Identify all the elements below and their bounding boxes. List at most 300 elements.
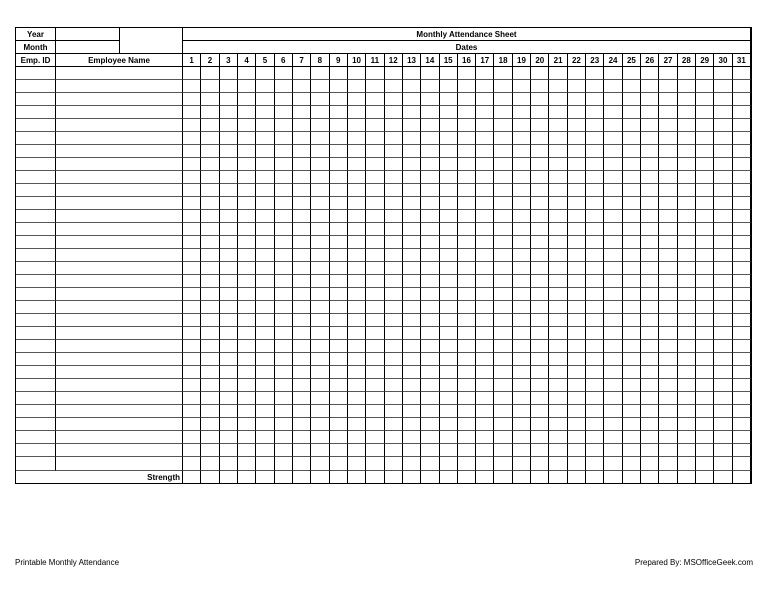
attendance-cell[interactable]	[623, 444, 641, 457]
attendance-cell[interactable]	[220, 93, 238, 106]
strength-cell[interactable]	[440, 471, 458, 484]
attendance-cell[interactable]	[604, 340, 622, 353]
attendance-cell[interactable]	[714, 457, 732, 471]
attendance-cell[interactable]	[330, 366, 348, 379]
attendance-cell[interactable]	[403, 444, 421, 457]
attendance-cell[interactable]	[256, 366, 274, 379]
attendance-cell[interactable]	[623, 106, 641, 119]
strength-cell[interactable]	[183, 471, 201, 484]
attendance-cell[interactable]	[421, 314, 439, 327]
attendance-cell[interactable]	[348, 158, 366, 171]
attendance-cell[interactable]	[586, 340, 604, 353]
attendance-cell[interactable]	[421, 197, 439, 210]
emp-id-cell[interactable]	[16, 210, 56, 223]
attendance-cell[interactable]	[293, 262, 311, 275]
attendance-cell[interactable]	[659, 444, 677, 457]
attendance-cell[interactable]	[586, 80, 604, 93]
attendance-cell[interactable]	[568, 184, 586, 197]
emp-id-cell[interactable]	[16, 236, 56, 249]
attendance-cell[interactable]	[220, 262, 238, 275]
attendance-cell[interactable]	[348, 93, 366, 106]
employee-name-cell[interactable]	[56, 418, 183, 431]
attendance-cell[interactable]	[293, 119, 311, 132]
attendance-cell[interactable]	[678, 457, 696, 471]
attendance-cell[interactable]	[494, 197, 512, 210]
attendance-cell[interactable]	[348, 223, 366, 236]
attendance-cell[interactable]	[183, 431, 201, 444]
attendance-cell[interactable]	[641, 210, 659, 223]
attendance-cell[interactable]	[366, 210, 384, 223]
attendance-cell[interactable]	[220, 444, 238, 457]
attendance-cell[interactable]	[366, 457, 384, 471]
attendance-cell[interactable]	[183, 340, 201, 353]
attendance-cell[interactable]	[513, 93, 531, 106]
attendance-cell[interactable]	[623, 366, 641, 379]
attendance-cell[interactable]	[385, 249, 403, 262]
strength-cell[interactable]	[641, 471, 659, 484]
attendance-cell[interactable]	[733, 431, 751, 444]
attendance-cell[interactable]	[275, 67, 293, 80]
attendance-cell[interactable]	[311, 145, 329, 158]
attendance-cell[interactable]	[494, 340, 512, 353]
attendance-cell[interactable]	[586, 158, 604, 171]
attendance-cell[interactable]	[659, 301, 677, 314]
attendance-cell[interactable]	[696, 314, 714, 327]
attendance-cell[interactable]	[403, 392, 421, 405]
attendance-cell[interactable]	[714, 262, 732, 275]
attendance-cell[interactable]	[311, 67, 329, 80]
attendance-cell[interactable]	[366, 132, 384, 145]
attendance-cell[interactable]	[494, 353, 512, 366]
attendance-cell[interactable]	[659, 327, 677, 340]
attendance-cell[interactable]	[714, 418, 732, 431]
attendance-cell[interactable]	[275, 93, 293, 106]
attendance-cell[interactable]	[256, 210, 274, 223]
attendance-cell[interactable]	[330, 106, 348, 119]
attendance-cell[interactable]	[678, 132, 696, 145]
attendance-cell[interactable]	[293, 366, 311, 379]
attendance-cell[interactable]	[476, 353, 494, 366]
attendance-cell[interactable]	[568, 197, 586, 210]
attendance-cell[interactable]	[256, 132, 274, 145]
attendance-cell[interactable]	[586, 106, 604, 119]
attendance-cell[interactable]	[183, 392, 201, 405]
attendance-cell[interactable]	[366, 236, 384, 249]
attendance-cell[interactable]	[311, 379, 329, 392]
attendance-cell[interactable]	[568, 314, 586, 327]
attendance-cell[interactable]	[458, 288, 476, 301]
attendance-cell[interactable]	[385, 93, 403, 106]
attendance-cell[interactable]	[586, 262, 604, 275]
attendance-cell[interactable]	[421, 249, 439, 262]
attendance-cell[interactable]	[348, 210, 366, 223]
employee-name-cell[interactable]	[56, 288, 183, 301]
attendance-cell[interactable]	[586, 275, 604, 288]
attendance-cell[interactable]	[604, 106, 622, 119]
attendance-cell[interactable]	[275, 184, 293, 197]
attendance-cell[interactable]	[549, 210, 567, 223]
attendance-cell[interactable]	[440, 171, 458, 184]
attendance-cell[interactable]	[696, 418, 714, 431]
attendance-cell[interactable]	[330, 158, 348, 171]
attendance-cell[interactable]	[201, 457, 219, 471]
attendance-cell[interactable]	[421, 275, 439, 288]
attendance-cell[interactable]	[440, 366, 458, 379]
attendance-cell[interactable]	[604, 67, 622, 80]
attendance-cell[interactable]	[220, 431, 238, 444]
attendance-cell[interactable]	[494, 301, 512, 314]
attendance-cell[interactable]	[183, 145, 201, 158]
attendance-cell[interactable]	[678, 236, 696, 249]
attendance-cell[interactable]	[311, 119, 329, 132]
attendance-cell[interactable]	[604, 327, 622, 340]
strength-cell[interactable]	[568, 471, 586, 484]
attendance-cell[interactable]	[641, 301, 659, 314]
attendance-cell[interactable]	[256, 392, 274, 405]
attendance-cell[interactable]	[549, 106, 567, 119]
attendance-cell[interactable]	[531, 184, 549, 197]
attendance-cell[interactable]	[678, 431, 696, 444]
attendance-cell[interactable]	[403, 353, 421, 366]
attendance-cell[interactable]	[549, 340, 567, 353]
attendance-cell[interactable]	[531, 379, 549, 392]
attendance-cell[interactable]	[201, 249, 219, 262]
strength-cell[interactable]	[220, 471, 238, 484]
attendance-cell[interactable]	[623, 340, 641, 353]
attendance-cell[interactable]	[403, 288, 421, 301]
attendance-cell[interactable]	[220, 457, 238, 471]
attendance-cell[interactable]	[494, 275, 512, 288]
attendance-cell[interactable]	[366, 314, 384, 327]
attendance-cell[interactable]	[494, 119, 512, 132]
attendance-cell[interactable]	[440, 314, 458, 327]
strength-cell[interactable]	[513, 471, 531, 484]
attendance-cell[interactable]	[733, 223, 751, 236]
attendance-cell[interactable]	[659, 171, 677, 184]
attendance-cell[interactable]	[201, 275, 219, 288]
strength-cell[interactable]	[604, 471, 622, 484]
attendance-cell[interactable]	[494, 288, 512, 301]
attendance-cell[interactable]	[293, 145, 311, 158]
attendance-cell[interactable]	[348, 184, 366, 197]
attendance-cell[interactable]	[604, 158, 622, 171]
attendance-cell[interactable]	[641, 171, 659, 184]
attendance-cell[interactable]	[714, 301, 732, 314]
attendance-cell[interactable]	[513, 119, 531, 132]
attendance-cell[interactable]	[220, 314, 238, 327]
attendance-cell[interactable]	[385, 184, 403, 197]
attendance-cell[interactable]	[238, 171, 256, 184]
attendance-cell[interactable]	[549, 145, 567, 158]
attendance-cell[interactable]	[531, 67, 549, 80]
attendance-cell[interactable]	[366, 418, 384, 431]
attendance-cell[interactable]	[604, 249, 622, 262]
attendance-cell[interactable]	[696, 67, 714, 80]
attendance-cell[interactable]	[238, 392, 256, 405]
attendance-cell[interactable]	[275, 210, 293, 223]
attendance-cell[interactable]	[513, 327, 531, 340]
employee-name-cell[interactable]	[56, 249, 183, 262]
strength-cell[interactable]	[531, 471, 549, 484]
attendance-cell[interactable]	[641, 80, 659, 93]
attendance-cell[interactable]	[201, 93, 219, 106]
attendance-cell[interactable]	[513, 431, 531, 444]
attendance-cell[interactable]	[549, 301, 567, 314]
attendance-cell[interactable]	[256, 249, 274, 262]
attendance-cell[interactable]	[641, 197, 659, 210]
attendance-cell[interactable]	[403, 418, 421, 431]
attendance-cell[interactable]	[568, 67, 586, 80]
attendance-cell[interactable]	[403, 275, 421, 288]
employee-name-cell[interactable]	[56, 327, 183, 340]
attendance-cell[interactable]	[513, 301, 531, 314]
attendance-cell[interactable]	[385, 275, 403, 288]
attendance-cell[interactable]	[293, 340, 311, 353]
attendance-cell[interactable]	[201, 431, 219, 444]
attendance-cell[interactable]	[476, 444, 494, 457]
attendance-cell[interactable]	[440, 236, 458, 249]
attendance-cell[interactable]	[733, 405, 751, 418]
attendance-cell[interactable]	[659, 431, 677, 444]
attendance-cell[interactable]	[568, 132, 586, 145]
attendance-cell[interactable]	[604, 275, 622, 288]
attendance-cell[interactable]	[696, 405, 714, 418]
attendance-cell[interactable]	[678, 288, 696, 301]
attendance-cell[interactable]	[604, 171, 622, 184]
employee-name-cell[interactable]	[56, 366, 183, 379]
attendance-cell[interactable]	[513, 457, 531, 471]
attendance-cell[interactable]	[183, 184, 201, 197]
attendance-cell[interactable]	[238, 340, 256, 353]
attendance-cell[interactable]	[330, 431, 348, 444]
attendance-cell[interactable]	[421, 184, 439, 197]
attendance-cell[interactable]	[403, 405, 421, 418]
attendance-cell[interactable]	[641, 184, 659, 197]
attendance-cell[interactable]	[238, 275, 256, 288]
employee-name-cell[interactable]	[56, 80, 183, 93]
strength-cell[interactable]	[311, 471, 329, 484]
attendance-cell[interactable]	[256, 327, 274, 340]
attendance-cell[interactable]	[330, 236, 348, 249]
attendance-cell[interactable]	[659, 93, 677, 106]
attendance-cell[interactable]	[183, 236, 201, 249]
month-value-field[interactable]	[56, 41, 120, 54]
attendance-cell[interactable]	[458, 418, 476, 431]
attendance-cell[interactable]	[330, 249, 348, 262]
strength-cell[interactable]	[733, 471, 751, 484]
attendance-cell[interactable]	[275, 262, 293, 275]
attendance-cell[interactable]	[476, 366, 494, 379]
attendance-cell[interactable]	[348, 366, 366, 379]
attendance-cell[interactable]	[385, 301, 403, 314]
attendance-cell[interactable]	[348, 340, 366, 353]
attendance-cell[interactable]	[238, 418, 256, 431]
attendance-cell[interactable]	[293, 327, 311, 340]
attendance-cell[interactable]	[513, 184, 531, 197]
attendance-cell[interactable]	[220, 132, 238, 145]
employee-name-cell[interactable]	[56, 106, 183, 119]
attendance-cell[interactable]	[330, 184, 348, 197]
attendance-cell[interactable]	[403, 119, 421, 132]
attendance-cell[interactable]	[568, 275, 586, 288]
attendance-cell[interactable]	[293, 184, 311, 197]
attendance-cell[interactable]	[348, 327, 366, 340]
attendance-cell[interactable]	[678, 392, 696, 405]
attendance-cell[interactable]	[458, 223, 476, 236]
attendance-cell[interactable]	[256, 457, 274, 471]
attendance-cell[interactable]	[458, 106, 476, 119]
attendance-cell[interactable]	[476, 236, 494, 249]
attendance-cell[interactable]	[714, 366, 732, 379]
attendance-cell[interactable]	[330, 223, 348, 236]
attendance-cell[interactable]	[659, 405, 677, 418]
emp-id-cell[interactable]	[16, 275, 56, 288]
attendance-cell[interactable]	[293, 457, 311, 471]
attendance-cell[interactable]	[641, 314, 659, 327]
attendance-cell[interactable]	[494, 314, 512, 327]
attendance-cell[interactable]	[494, 405, 512, 418]
attendance-cell[interactable]	[714, 249, 732, 262]
attendance-cell[interactable]	[403, 379, 421, 392]
attendance-cell[interactable]	[293, 288, 311, 301]
attendance-cell[interactable]	[458, 184, 476, 197]
attendance-cell[interactable]	[696, 184, 714, 197]
attendance-cell[interactable]	[201, 80, 219, 93]
attendance-cell[interactable]	[623, 67, 641, 80]
attendance-cell[interactable]	[293, 67, 311, 80]
attendance-cell[interactable]	[275, 457, 293, 471]
emp-id-cell[interactable]	[16, 132, 56, 145]
emp-id-cell[interactable]	[16, 93, 56, 106]
attendance-cell[interactable]	[494, 366, 512, 379]
attendance-cell[interactable]	[513, 249, 531, 262]
attendance-cell[interactable]	[238, 145, 256, 158]
attendance-cell[interactable]	[348, 418, 366, 431]
employee-name-cell[interactable]	[56, 67, 183, 80]
attendance-cell[interactable]	[641, 418, 659, 431]
attendance-cell[interactable]	[623, 275, 641, 288]
attendance-cell[interactable]	[513, 340, 531, 353]
attendance-cell[interactable]	[403, 197, 421, 210]
attendance-cell[interactable]	[403, 431, 421, 444]
attendance-cell[interactable]	[220, 353, 238, 366]
attendance-cell[interactable]	[549, 158, 567, 171]
attendance-cell[interactable]	[293, 444, 311, 457]
attendance-cell[interactable]	[293, 405, 311, 418]
attendance-cell[interactable]	[183, 210, 201, 223]
attendance-cell[interactable]	[531, 93, 549, 106]
attendance-cell[interactable]	[623, 80, 641, 93]
attendance-cell[interactable]	[366, 353, 384, 366]
attendance-cell[interactable]	[623, 197, 641, 210]
attendance-cell[interactable]	[293, 158, 311, 171]
attendance-cell[interactable]	[641, 405, 659, 418]
strength-cell[interactable]	[421, 471, 439, 484]
attendance-cell[interactable]	[696, 145, 714, 158]
attendance-cell[interactable]	[403, 249, 421, 262]
attendance-cell[interactable]	[403, 171, 421, 184]
attendance-cell[interactable]	[366, 145, 384, 158]
attendance-cell[interactable]	[458, 249, 476, 262]
attendance-cell[interactable]	[421, 93, 439, 106]
attendance-cell[interactable]	[403, 340, 421, 353]
attendance-cell[interactable]	[220, 405, 238, 418]
attendance-cell[interactable]	[403, 80, 421, 93]
attendance-cell[interactable]	[275, 418, 293, 431]
attendance-cell[interactable]	[714, 119, 732, 132]
attendance-cell[interactable]	[458, 132, 476, 145]
attendance-cell[interactable]	[641, 119, 659, 132]
attendance-cell[interactable]	[275, 314, 293, 327]
attendance-cell[interactable]	[330, 210, 348, 223]
attendance-cell[interactable]	[293, 80, 311, 93]
attendance-cell[interactable]	[641, 379, 659, 392]
attendance-cell[interactable]	[311, 158, 329, 171]
attendance-cell[interactable]	[183, 67, 201, 80]
attendance-cell[interactable]	[366, 275, 384, 288]
attendance-cell[interactable]	[183, 353, 201, 366]
attendance-cell[interactable]	[494, 418, 512, 431]
attendance-cell[interactable]	[311, 197, 329, 210]
emp-id-cell[interactable]	[16, 457, 56, 471]
attendance-cell[interactable]	[440, 132, 458, 145]
attendance-cell[interactable]	[733, 457, 751, 471]
attendance-cell[interactable]	[220, 145, 238, 158]
attendance-cell[interactable]	[275, 392, 293, 405]
attendance-cell[interactable]	[440, 379, 458, 392]
attendance-cell[interactable]	[476, 145, 494, 158]
attendance-cell[interactable]	[183, 288, 201, 301]
attendance-cell[interactable]	[549, 223, 567, 236]
attendance-cell[interactable]	[403, 262, 421, 275]
attendance-cell[interactable]	[385, 197, 403, 210]
attendance-cell[interactable]	[531, 366, 549, 379]
attendance-cell[interactable]	[458, 275, 476, 288]
attendance-cell[interactable]	[348, 80, 366, 93]
attendance-cell[interactable]	[366, 223, 384, 236]
attendance-cell[interactable]	[476, 80, 494, 93]
emp-id-cell[interactable]	[16, 249, 56, 262]
attendance-cell[interactable]	[678, 262, 696, 275]
attendance-cell[interactable]	[549, 457, 567, 471]
attendance-cell[interactable]	[513, 210, 531, 223]
attendance-cell[interactable]	[201, 119, 219, 132]
emp-id-cell[interactable]	[16, 444, 56, 457]
attendance-cell[interactable]	[275, 80, 293, 93]
emp-id-cell[interactable]	[16, 392, 56, 405]
attendance-cell[interactable]	[623, 158, 641, 171]
attendance-cell[interactable]	[733, 210, 751, 223]
attendance-cell[interactable]	[531, 457, 549, 471]
attendance-cell[interactable]	[568, 379, 586, 392]
employee-name-cell[interactable]	[56, 340, 183, 353]
emp-id-cell[interactable]	[16, 327, 56, 340]
emp-id-cell[interactable]	[16, 340, 56, 353]
attendance-cell[interactable]	[256, 80, 274, 93]
attendance-cell[interactable]	[385, 145, 403, 158]
attendance-cell[interactable]	[586, 314, 604, 327]
attendance-cell[interactable]	[678, 340, 696, 353]
attendance-cell[interactable]	[275, 236, 293, 249]
attendance-cell[interactable]	[586, 366, 604, 379]
attendance-cell[interactable]	[293, 236, 311, 249]
attendance-cell[interactable]	[421, 366, 439, 379]
attendance-cell[interactable]	[678, 145, 696, 158]
attendance-cell[interactable]	[604, 184, 622, 197]
attendance-cell[interactable]	[549, 262, 567, 275]
attendance-cell[interactable]	[641, 67, 659, 80]
strength-cell[interactable]	[586, 471, 604, 484]
